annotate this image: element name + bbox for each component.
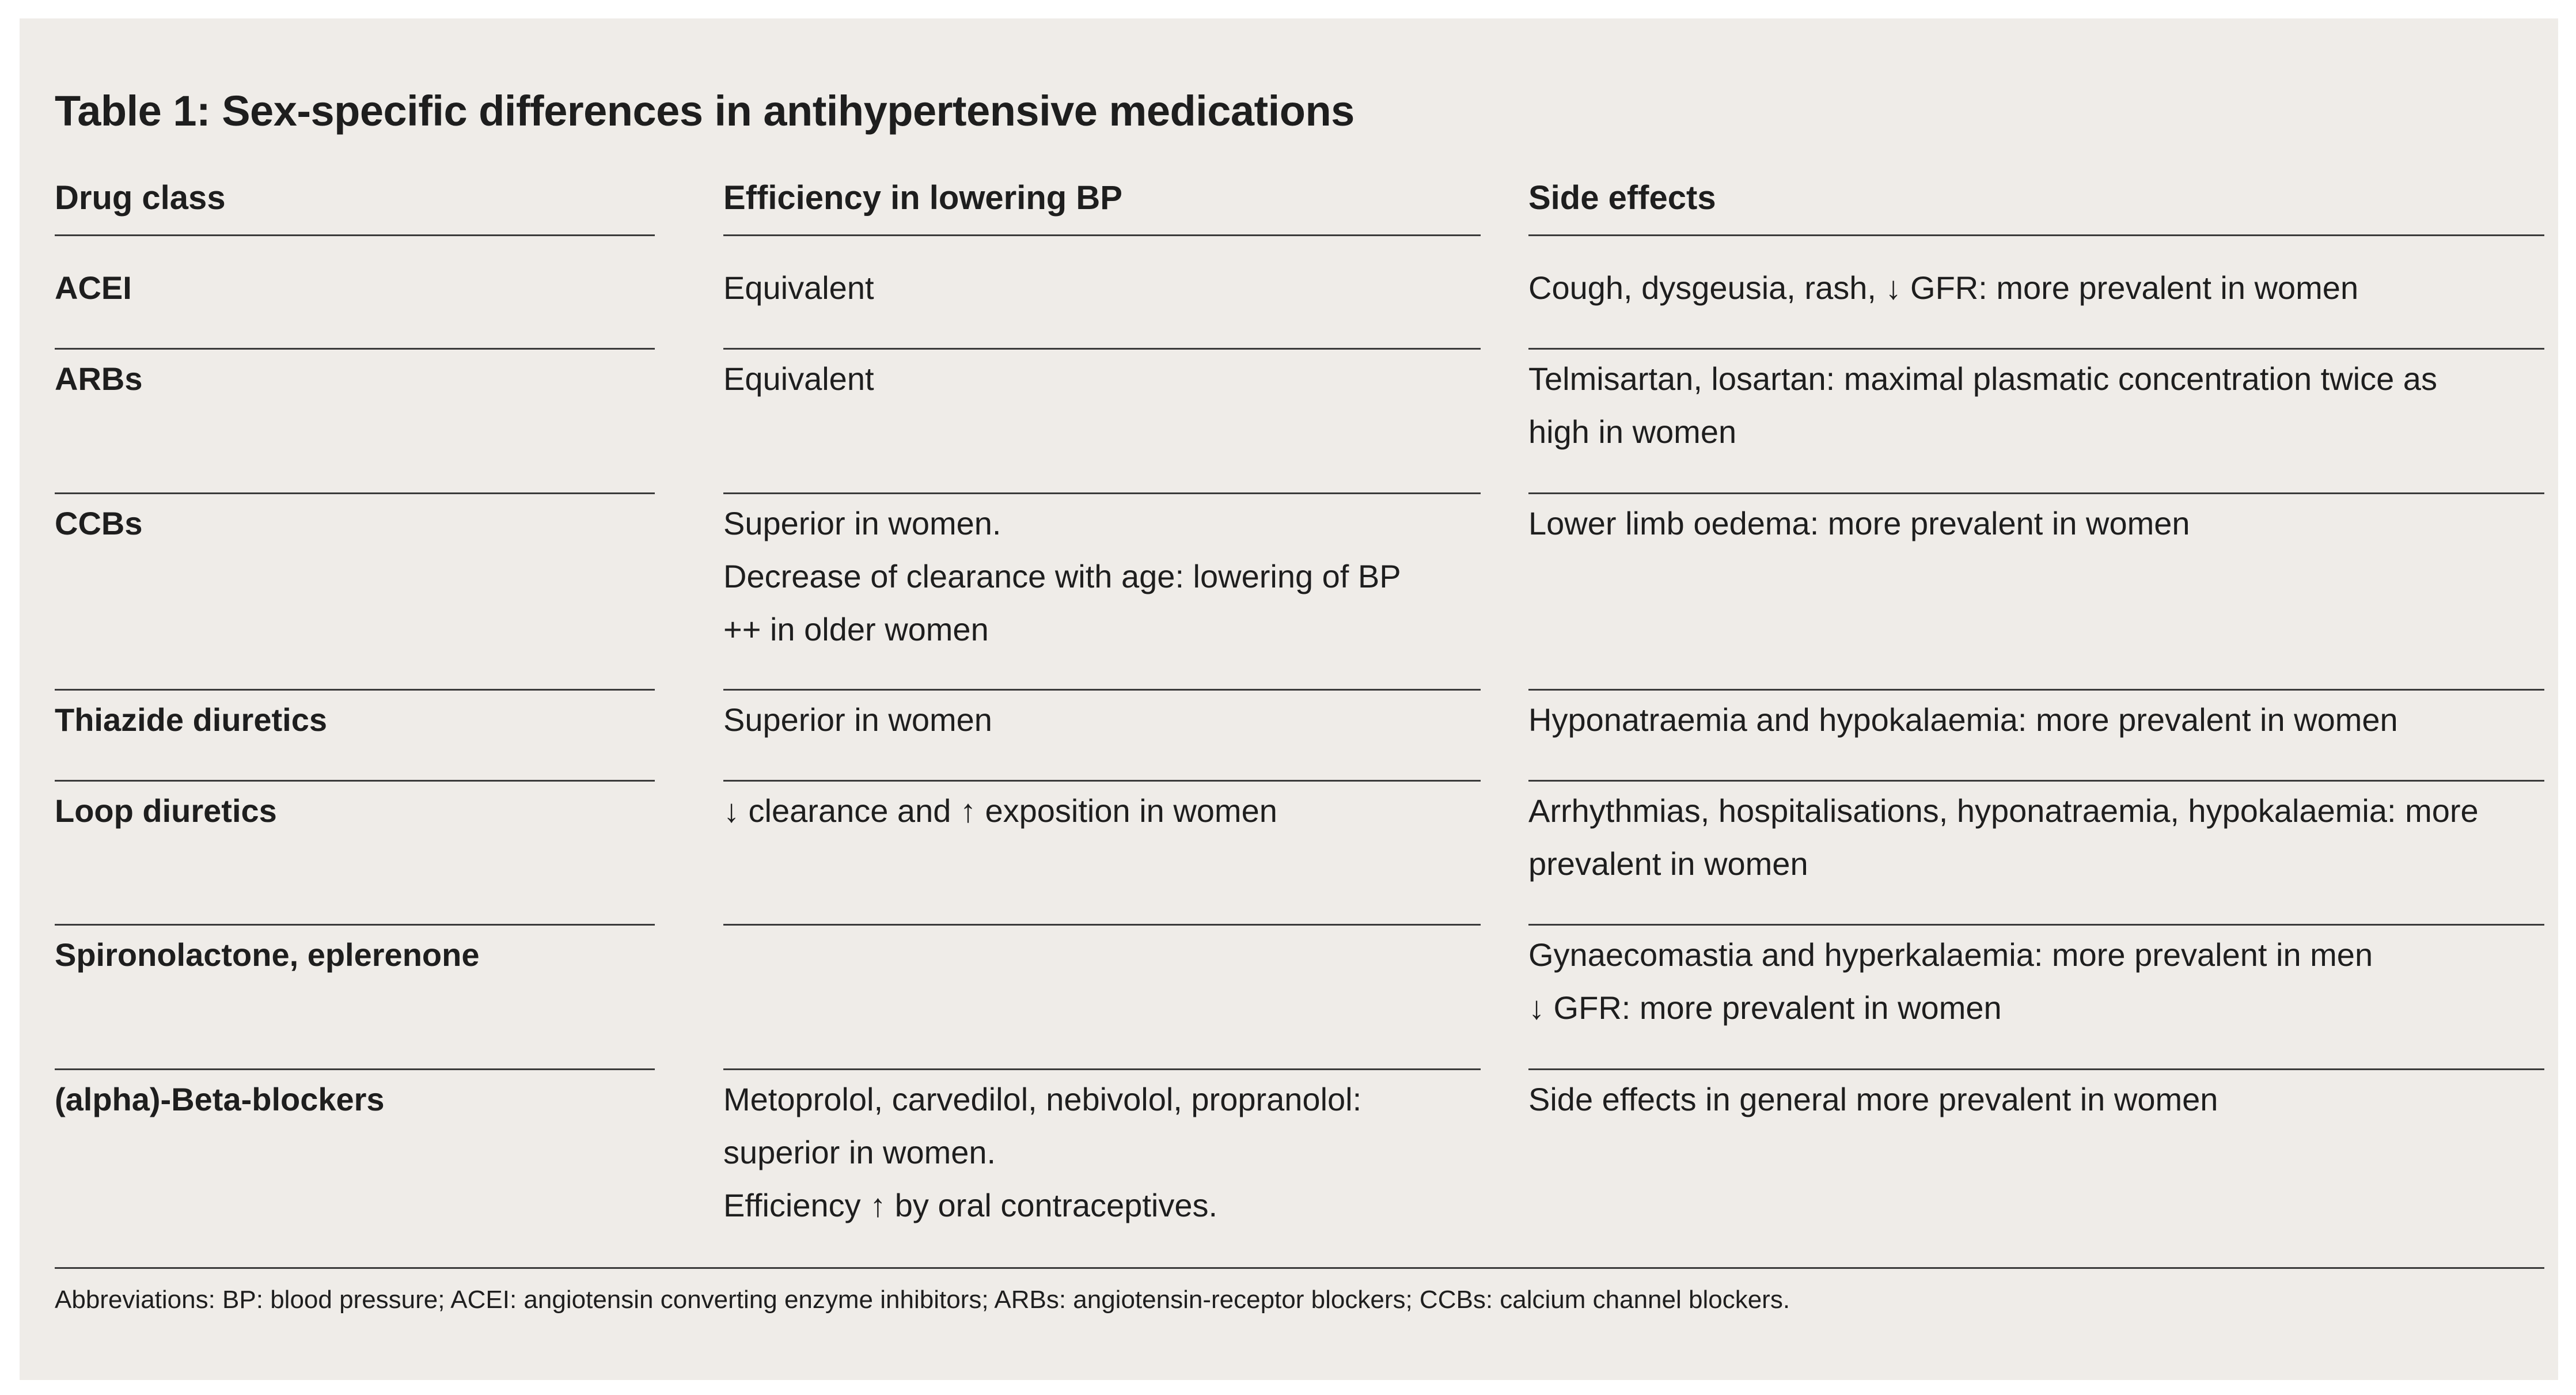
side-effects-cell-line: prevalent in women [1528,846,1808,882]
efficiency-cell [723,261,1449,314]
row-separator [1528,689,2544,691]
efficiency-cell-line: Equivalent [723,270,874,306]
row-separator [55,492,655,494]
row-separator [723,492,1481,494]
side-effects-cell-line: Cough, dysgeusia, rash, ↓ GFR: more prevalent in women [1528,270,2359,306]
efficiency-cell-line: Decrease of clearance with age: lowering of BP [723,558,1401,594]
header-side-effects: Side effects [1528,179,1716,217]
row-separator [723,924,1481,926]
side-effects-cell-line: high in women [1528,414,1737,450]
row-separator [55,1068,655,1070]
side-effects-cell-line: Gynaecomastia and hyperkalaemia: more prevalent in men [1528,937,2373,973]
row-separator [1528,780,2544,782]
side-effects-cell-line: Hyponatraemia and hypokalaemia: more prevalent in women [1528,702,2398,738]
drug-class-cell-line: Thiazide diuretics [55,702,327,738]
side-effects-cell [1528,784,2531,890]
efficiency-cell [723,693,1449,746]
side-effects-cell [1528,261,2531,314]
row-separator [55,689,655,691]
side-effects-cell [1528,352,2531,458]
drug-class-cell-line: ACEI [55,270,132,306]
efficiency-cell-line: Metoprolol, carvedilol, nebivolol, propranolol: [723,1081,1362,1117]
drug-class-cell [55,261,654,314]
row-separator [723,348,1481,350]
efficiency-cell [723,497,1449,656]
row-separator [723,689,1481,691]
header-rule [723,234,1481,236]
drug-class-cell-line: ARBs [55,361,143,397]
table-title: Table 1: Sex-specific differences in antihypertensive medications [55,87,1355,135]
drug-class-cell-line: CCBs [55,505,143,541]
efficiency-cell-line: Superior in women. [723,505,1001,541]
row-separator [55,780,655,782]
side-effects-cell [1528,1073,2531,1126]
row-separator [723,1068,1481,1070]
efficiency-cell [723,784,1449,837]
row-separator [55,348,655,350]
header-efficiency: Efficiency in lowering BP [723,179,1122,217]
drug-class-cell [55,1073,654,1126]
header-rule [55,234,655,236]
row-separator [1528,924,2544,926]
drug-class-cell-line: Spironolactone, eplerenone [55,937,480,973]
efficiency-cell-line: ↓ clearance and ↑ exposition in women [723,793,1277,829]
row-separator [1528,348,2544,350]
drug-class-cell [55,784,654,837]
side-effects-cell [1528,928,2531,1034]
row-separator [1528,1068,2544,1070]
efficiency-cell [723,1073,1449,1232]
row-separator [55,924,655,926]
side-effects-cell [1528,497,2531,550]
efficiency-cell-line: Equivalent [723,361,874,397]
drug-class-cell [55,497,654,550]
drug-class-cell-line: Loop diuretics [55,793,277,829]
row-separator [723,780,1481,782]
side-effects-cell [1528,693,2531,746]
table-panel [20,18,2558,1380]
drug-class-cell [55,928,654,981]
drug-class-cell [55,352,654,405]
side-effects-cell-line: ↓ GFR: more prevalent in women [1528,990,2002,1026]
header-drug-class: Drug class [55,179,226,217]
table-bottom-rule [55,1267,2544,1269]
efficiency-cell-line: Efficiency ↑ by oral contraceptives. [723,1187,1218,1223]
efficiency-cell-line: superior in women. [723,1134,996,1170]
efficiency-cell-line: Superior in women [723,702,992,738]
row-separator [1528,492,2544,494]
efficiency-cell [723,352,1449,405]
efficiency-cell-line: ++ in older women [723,611,989,647]
header-rule [1528,234,2544,236]
footnote: Abbreviations: BP: blood pressure; ACEI: angiotensin converting enzyme inhibitors; ARBs: angiotensin-receptor blockers; CCBs: calcium channel blockers. [55,1286,1790,1314]
side-effects-cell-line: Telmisartan, losartan: maximal plasmatic concentration twice as [1528,361,2437,397]
side-effects-cell-line: Lower limb oedema: more prevalent in women [1528,505,2190,541]
side-effects-cell-line: Arrhythmias, hospitalisations, hyponatraemia, hypokalaemia: more [1528,793,2479,829]
side-effects-cell-line: Side effects in general more prevalent in women [1528,1081,2218,1117]
drug-class-cell-line: (alpha)-Beta-blockers [55,1081,385,1117]
drug-class-cell [55,693,654,746]
